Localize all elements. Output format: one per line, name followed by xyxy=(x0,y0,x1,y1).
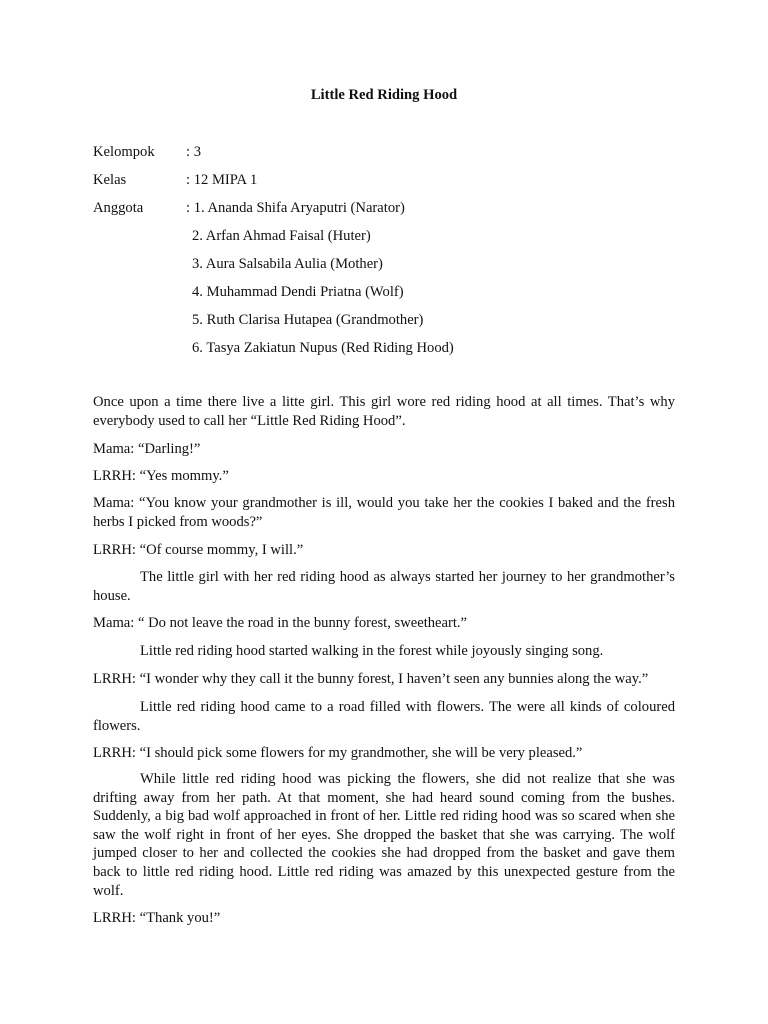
member-item: 2. Arfan Ahmad Faisal (Huter) xyxy=(192,228,371,244)
member-item: 4. Muhammad Dendi Priatna (Wolf) xyxy=(192,284,404,300)
dialogue-line: LRRH: “I wonder why they call it the bunny forest, I haven’t seen any bunnies along the way.” xyxy=(93,671,649,687)
story-paragraph: While little red riding hood was picking the flowers, she did not realize that she was drifting away from her path. At that moment, she had heard sound coming from the bushes. Suddenly, a big bad wolf approached in front of her. Little red riding hood was so scared when she saw the wolf right in front of her eyes. She dropped the basket that she was carrying. The wolf jumped closer to her and collected the cookies she had dropped from the basket and gave them back to little red riding hood. Little red riding was amazed by this unexpected gesture from the wolf. xyxy=(93,771,675,899)
class-label: Kelas xyxy=(93,172,127,188)
story-paragraph: Once upon a time there live a litte girl. This girl wore red riding hood at all times. That’s why everybody used to call her “Little Red Riding Hood”. xyxy=(93,394,675,429)
story-paragraph: Little red riding hood started walking in the forest while joyously singing song. xyxy=(140,643,604,659)
dialogue-line: LRRH: “Thank you!” xyxy=(93,910,221,926)
member-item: 3. Aura Salsabila Aulia (Mother) xyxy=(192,256,383,272)
member-item: 6. Tasya Zakiatun Nupus (Red Riding Hood) xyxy=(192,340,454,356)
dialogue-line: Mama: “You know your grandmother is ill, would you take her the cookies I baked and the fresh herbs I picked from woods?” xyxy=(93,495,675,530)
group-value: : 3 xyxy=(186,144,201,160)
dialogue-line: LRRH: “Of course mommy, I will.” xyxy=(93,542,304,558)
class-value: : 12 MIPA 1 xyxy=(186,172,258,188)
dialogue-line: LRRH: “I should pick some flowers for my grandmother, she will be very pleased.” xyxy=(93,745,583,761)
members-label: Anggota xyxy=(93,200,144,216)
document-title: Little Red Riding Hood xyxy=(310,87,458,103)
story-paragraph: The little girl with her red riding hood as always started her journey to her grandmother’s house. xyxy=(93,569,675,604)
member-item: : 1. Ananda Shifa Aryaputri (Narator) xyxy=(186,200,405,216)
member-item: 5. Ruth Clarisa Hutapea (Grandmother) xyxy=(192,312,424,328)
story-paragraph: Little red riding hood came to a road filled with flowers. The were all kinds of coloured flowers. xyxy=(93,699,675,734)
dialogue-line: Mama: “Darling!” xyxy=(93,441,201,457)
dialogue-line: LRRH: “Yes mommy.” xyxy=(93,468,229,484)
group-label: Kelompok xyxy=(93,144,155,160)
dialogue-line: Mama: “ Do not leave the road in the bunny forest, sweetheart.” xyxy=(93,615,468,631)
